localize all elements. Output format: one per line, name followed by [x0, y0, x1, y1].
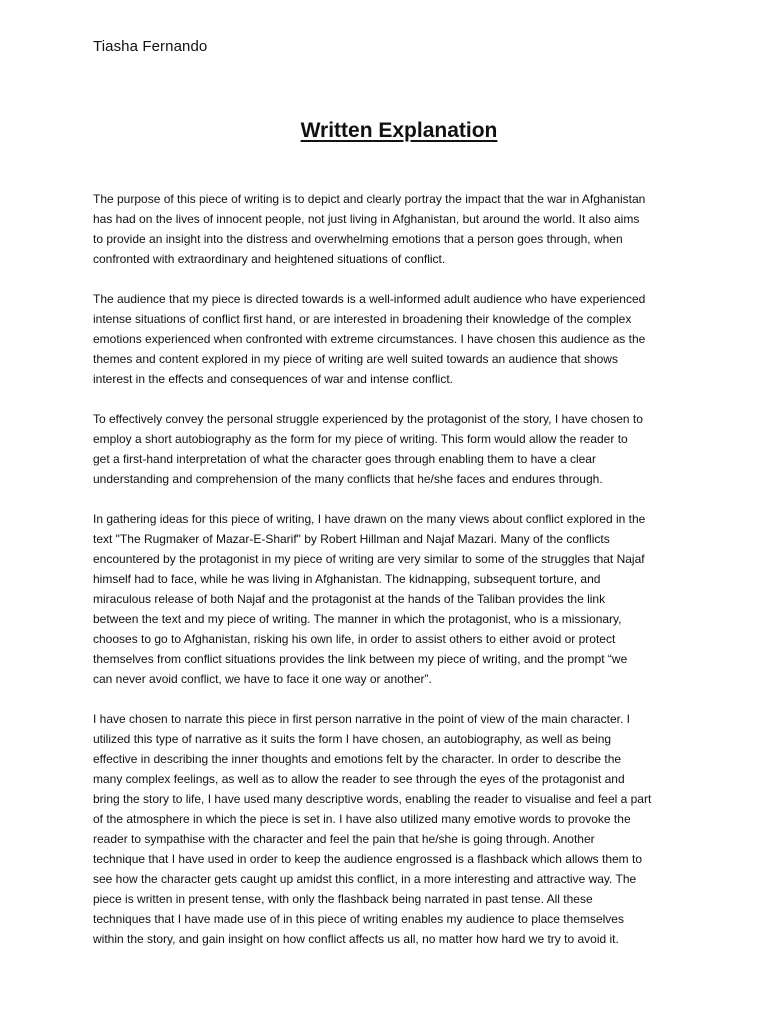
document-body	[93, 189, 705, 969]
paragraph-line: I have chosen to narrate this piece in first person narrative in the point of view of the main character. I	[93, 712, 630, 726]
paragraph-line: effective in describing the inner thoughts and emotions felt by the character. In order to describe the	[93, 752, 622, 766]
body-paragraph	[93, 509, 705, 689]
paragraph-line: The audience that my piece is directed towards is a well-informed adult audience who have experienced	[93, 292, 646, 306]
paragraph-line: intense situations of conflict first hand, or are interested in broadening their knowledge of the complex	[93, 312, 632, 326]
paragraph-line: reader to sympathise with the character and feel the pain that he/she is going through. Another	[93, 832, 595, 846]
body-paragraph	[93, 189, 705, 269]
paragraph-line: has had on the lives of innocent people, not just living in Afghanistan, but around the world. It also aims	[93, 212, 640, 226]
paragraph-line: of the atmosphere in which the piece is set in. I have also utilized many emotive words to provoke the	[93, 812, 631, 826]
paragraph-line: text "The Rugmaker of Mazar-E-Sharif" by Robert Hillman and Najaf Mazari. Many of the conflicts	[93, 532, 610, 546]
paragraph-line: get a first-hand interpretation of what the character goes through enabling them to have a clear	[93, 452, 596, 466]
paragraph-line: interest in the effects and consequences of war and intense conflict.	[93, 372, 453, 386]
paragraph-line: employ a short autobiography as the form for my piece of writing. This form would allow the reader to	[93, 432, 628, 446]
paragraph-line: bring the story to life, I have used many descriptive words, enabling the reader to visualise and feel a part	[93, 792, 652, 806]
paragraph-line: emotions experienced when confronted with extreme circumstances. I have chosen this audience as the	[93, 332, 646, 346]
body-paragraph	[93, 709, 705, 949]
paragraph-line: can never avoid conflict, we have to face it one way or another”.	[93, 672, 432, 686]
paragraph-line: understanding and comprehension of the many conflicts that he/she faces and endures through.	[93, 472, 603, 486]
paragraph-line: confronted with extraordinary and heightened situations of conflict.	[93, 252, 446, 266]
paragraph-line: within the story, and gain insight on how conflict affects us all, no matter how hard we try to avoid it.	[93, 932, 619, 946]
paragraph-line: miraculous release of both Najaf and the protagonist at the hands of the Taliban provides the link	[93, 592, 606, 606]
paragraph-line: technique that I have used in order to keep the audience engrossed is a flashback which allows them to	[93, 852, 643, 866]
body-paragraph	[93, 289, 705, 389]
author-name: Tiasha Fernando	[93, 38, 208, 55]
paragraph-line: The purpose of this piece of writing is to depict and clearly portray the impact that the war in Afghanistan	[93, 192, 646, 206]
paragraph-line: see how the character gets caught up amidst this conflict, in a more interesting and attractive way. The	[93, 872, 637, 886]
paragraph-line: himself had to face, while he was living in Afghanistan. The kidnapping, subsequent torture, and	[93, 572, 601, 586]
paragraph-line: encountered by the protagonist in my piece of writing are very similar to some of the struggles that Najaf	[93, 552, 645, 566]
paragraph-line: piece is written in present tense, with only the flashback being narrated in past tense. All these	[93, 892, 593, 906]
paragraph-line: To effectively convey the personal struggle experienced by the protagonist of the story, I have chosen to	[93, 412, 643, 426]
page-title: Written Explanation	[300, 119, 498, 142]
paragraph-line: themselves from conflict situations provides the link between my piece of writing, and the prompt “we	[93, 652, 628, 666]
paragraph-line: themes and content explored in my piece of writing are well suited towards an audience that shows	[93, 352, 618, 366]
paragraph-line: chooses to go to Afghanistan, risking his own life, in order to assist others to either avoid or protect	[93, 632, 616, 646]
paragraph-line: In gathering ideas for this piece of writing, I have drawn on the many views about conflict explored in the	[93, 512, 646, 526]
body-paragraph	[93, 409, 705, 489]
paragraph-line: between the text and my piece of writing. The manner in which the protagonist, who is a missionary,	[93, 612, 622, 626]
paragraph-line: many complex feelings, as well as to allow the reader to see through the eyes of the protagonist and	[93, 772, 625, 786]
paragraph-line: techniques that I have made use of in this piece of writing enables my audience to place themselves	[93, 912, 624, 926]
paragraph-line: to provide an insight into the distress and overwhelming emotions that a person goes through, when	[93, 232, 623, 246]
paragraph-line: utilized this type of narrative as it suits the form I have chosen, an autobiography, as well as being	[93, 732, 612, 746]
